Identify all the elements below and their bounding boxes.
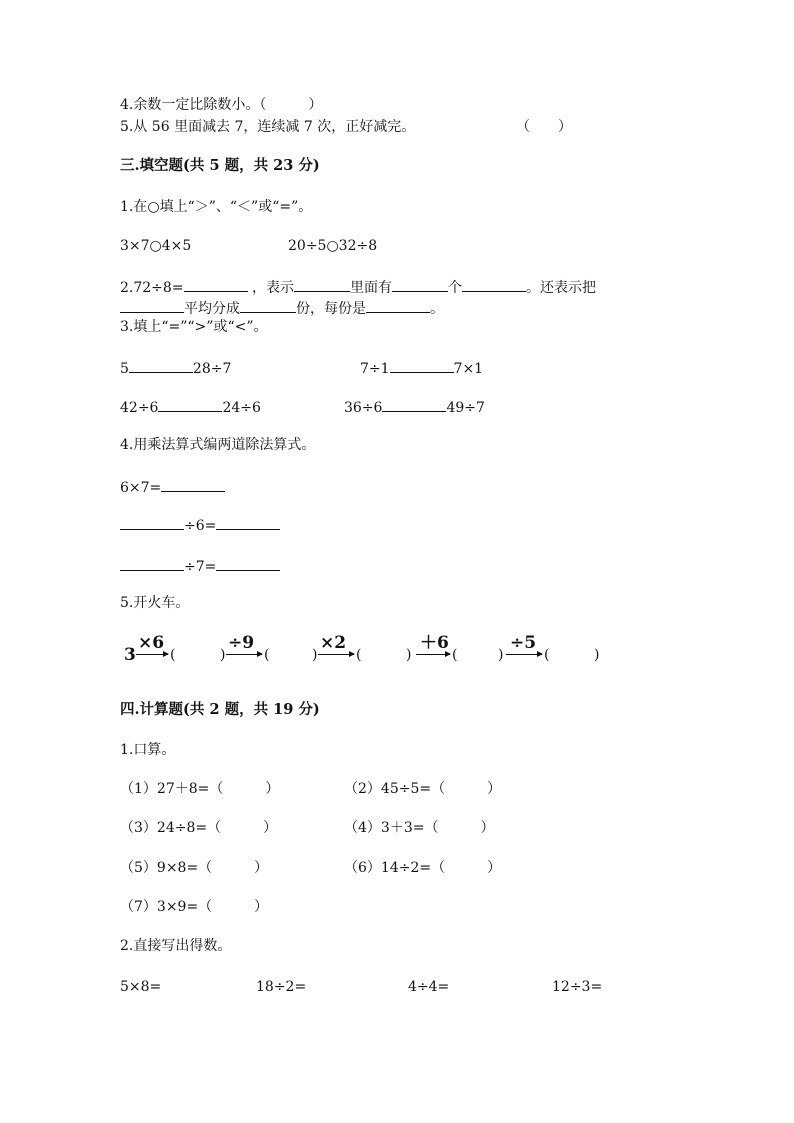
train-paren-close: ) [406,647,412,663]
compare-left: 5 [120,361,129,377]
q3-2-text: 。还表示把 [526,280,596,296]
compare-right: 49÷7 [446,400,485,416]
train-paren-open: ( [544,647,550,663]
oral-item-5: （5）9×8=（ ） [120,860,269,876]
oral-item-1: （1）27＋8=（ ） [120,781,280,797]
q3-2-text: 里面有 [350,280,392,296]
q3-2-line2 [120,298,444,318]
q3-4-line1 [120,477,225,497]
answer-blank[interactable] [294,277,350,292]
q3-2-text: 份，每份是 [296,301,366,317]
answer-blank[interactable] [240,298,296,313]
oral-item-3: （3）24÷8=（ ） [120,820,278,836]
compare-right: 28÷7 [192,361,232,377]
equation-text: ÷7= [184,559,217,575]
train-paren-open: ( [452,647,458,663]
direct-item-3: 4÷4= [408,979,450,995]
train-arrow [226,654,262,655]
train-arrow [506,654,542,655]
q3-1-stem: 1.在○填上“＞”、“＜”或“=”。 [120,199,313,215]
train-op-4: ＋6 [420,633,449,653]
answer-blank[interactable] [120,556,184,571]
train-op-5: ÷5 [510,633,537,653]
answer-blank[interactable] [390,358,454,373]
judge-item-5-paren: （ ） [516,119,572,135]
equation-text: ÷6= [184,518,217,534]
compare-right: 24÷6 [222,400,261,416]
answer-blank[interactable] [120,515,184,530]
q3-4-stem: 4.用乘法算式编两道除法算式。 [120,437,316,453]
oral-item-7: （7）3×9=（ ） [120,899,269,915]
train-op-2: ÷9 [228,633,255,653]
answer-blank[interactable] [158,397,222,412]
q4-2-stem: 2.直接写出得数。 [120,938,232,954]
section4-title: 四.计算题(共 2 题，共 19 分) [120,701,320,718]
answer-blank[interactable] [366,298,430,313]
judge-item-4: 4.余数一定比除数小。（ ） [120,97,323,113]
q3-1-right: 20÷5○32÷8 [288,238,378,254]
q3-2-text: 。 [430,301,444,317]
train-paren-close: ) [220,647,226,663]
train-paren-open: ( [170,647,176,663]
q3-3-row1a [120,358,231,378]
direct-item-2: 18÷2= [256,979,307,995]
train-op-3: ×2 [320,633,347,653]
answer-blank[interactable] [129,358,193,373]
train-paren-open: ( [356,647,362,663]
q3-1-left: 3×7○4×5 [120,238,192,254]
answer-blank[interactable] [184,277,248,292]
answer-blank[interactable] [216,515,280,530]
answer-blank[interactable] [392,277,448,292]
q3-2-line1 [120,277,596,297]
q3-3-row2b [344,397,485,417]
oral-item-2: （2）45÷5=（ ） [344,781,502,797]
train-paren-open: ( [264,647,270,663]
q3-2-text: ，表示 [252,280,294,296]
compare-left: 7÷1 [360,361,390,377]
q4-1-stem: 1.口算。 [120,742,176,758]
q3-3-row1b [360,358,483,378]
oral-item-6: （6）14÷2=（ ） [344,860,502,876]
section3-title: 三.填空题(共 5 题，共 23 分) [120,157,320,174]
q3-4-line3 [120,556,280,576]
q3-2-text: 平均分成 [184,301,240,317]
train-arrow [416,654,450,655]
answer-blank[interactable] [382,397,446,412]
q3-3-stem: 3.填上“=”“>”或“<”。 [120,319,268,335]
train-paren-close: ) [498,647,504,663]
compare-right: 7×1 [453,361,484,377]
train-diagram [120,632,620,672]
train-arrow [136,654,168,655]
judge-item-5: 5.从 56 里面减去 7，连续减 7 次，正好减完。 [120,119,416,135]
compare-left: 42÷6 [120,400,159,416]
answer-blank[interactable] [161,477,225,492]
answer-blank[interactable] [462,277,526,292]
q3-2-text: 2.72÷8= [120,280,184,296]
train-start: 3 [124,645,136,665]
answer-blank[interactable] [120,298,184,313]
compare-left: 36÷6 [344,400,383,416]
oral-item-4: （4）3＋3=（ ） [344,820,495,836]
train-op-1: ×6 [138,633,165,653]
answer-blank[interactable] [216,556,280,571]
q3-4-line2 [120,515,280,535]
q3-2-text: 个 [448,280,462,296]
direct-item-4: 12÷3= [552,979,603,995]
q3-3-row2a [120,397,261,417]
q3-5-stem: 5.开火车。 [120,595,190,611]
train-arrow [318,654,354,655]
train-paren-close: ) [312,647,318,663]
train-paren-close: ) [594,647,600,663]
direct-item-1: 5×8= [120,979,162,995]
equation-text: 6×7= [120,480,162,496]
